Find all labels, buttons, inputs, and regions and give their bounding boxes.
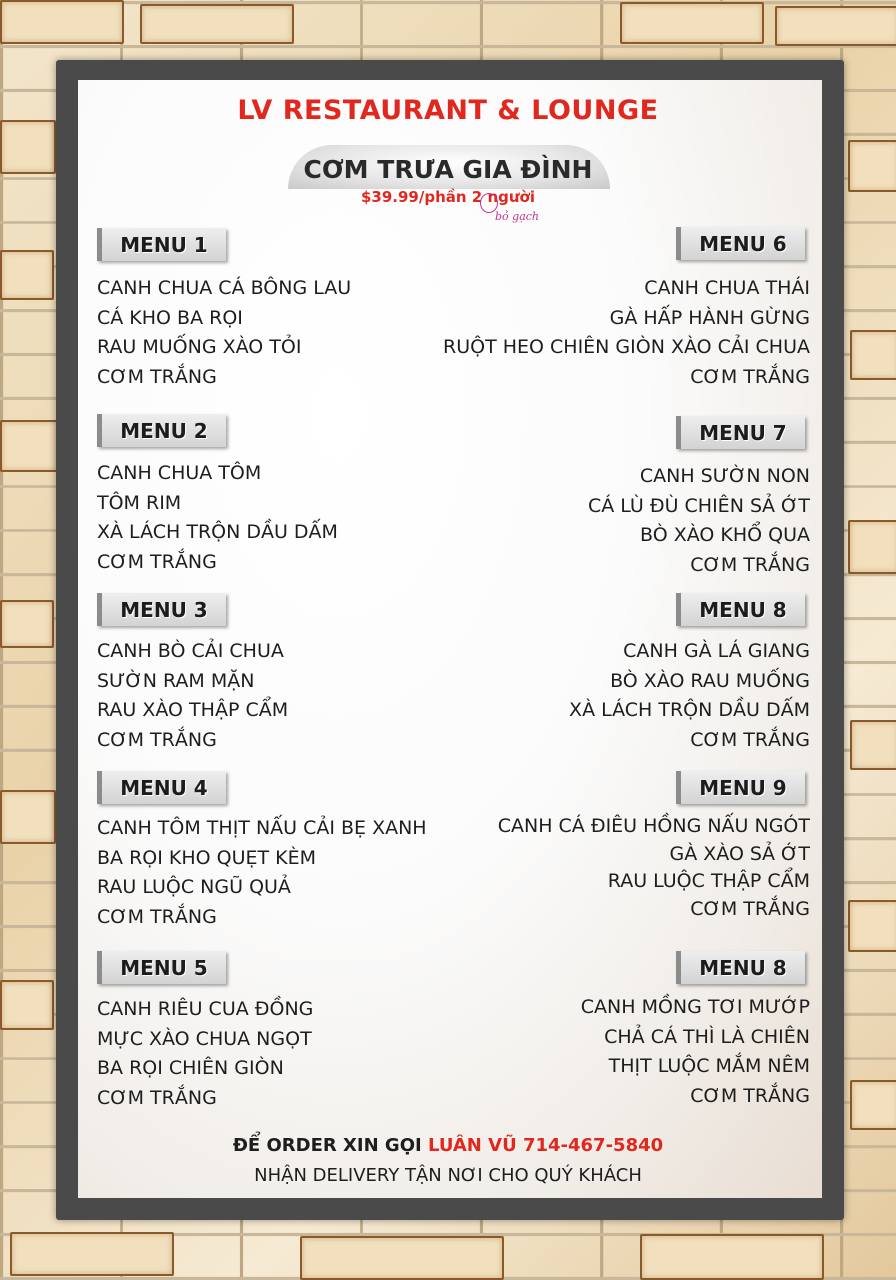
menu-item: CƠM TRẮNG [690,728,810,751]
menu-item: RAU LUỘC NGŨ QUẢ [97,876,291,898]
menu-items [97,637,288,755]
menu-item: CANH RIÊU CUA ĐỒNG [97,998,314,1020]
menu-item: CƠM TRẮNG [690,897,810,920]
menu-item: CƠM TRẮNG [97,728,217,751]
handwritten-note: bỏ gạch [495,210,540,223]
brick [850,330,896,380]
menu-item: BA RỌI CHIÊN GIÒN [97,1057,284,1079]
brick [0,790,56,844]
brick [0,980,54,1030]
menu-item: CƠM TRẮNG [690,365,810,388]
brick [848,520,896,574]
menu-item: CANH CHUA CÁ BÔNG LAU [97,277,352,299]
restaurant-name: LV RESTAURANT & LOUNGE [237,95,659,126]
menu-item: CƠM TRẮNG [97,365,217,388]
menu-item: CÁ LÙ ĐÙ CHIÊN SẢ ỚT [587,494,810,517]
menu-item: CANH BÒ CẢI CHUA [97,640,284,662]
menu-item: TÔM RIM [97,491,182,514]
price-line: $39.99/phần 2 người [360,188,535,206]
menu-item: CANH CÁ ĐIÊU HỒNG NẤU NGÓT [497,815,810,837]
delivery-note: NHẬN DELIVERY TẬN NƠI CHO QUÝ KHÁCH [254,1165,642,1186]
menu-item: SƯỜN RAM MẶN [97,669,255,692]
menu-item: CÁ KHO BA RỌI [97,306,243,329]
menu-label: MENU 1 [97,228,226,261]
menu-item: CANH SƯỜN NON [639,465,810,487]
menu-item: CƠM TRẮNG [690,1084,810,1107]
brick [775,6,896,46]
menu-item: RAU LUỘC THẬP CẨM [607,870,810,892]
brick [850,1080,896,1130]
menu-label: MENU 9 [676,771,805,804]
menu-item: CANH CHUA TÔM [97,462,262,484]
menu-items [581,993,810,1111]
order-prefix: ĐỂ ORDER XIN GỌI [232,1135,422,1156]
brick [0,600,54,648]
menu-items [498,813,810,923]
menu-item: THỊT LUỘC MẮM NÊM [608,1055,810,1077]
menu-label: MENU 8 [676,593,805,626]
brick [848,900,896,952]
menu-label: MENU 3 [97,593,226,626]
menu-items [97,995,313,1113]
menu-item: GÀ XÀO SẢ ỚT [669,842,810,865]
menu-label: MENU 4 [97,771,226,804]
menu-items [97,814,427,932]
menu-item: CHẢ CÁ THÌ LÀ CHIÊN [604,1025,810,1048]
brick [850,720,896,770]
menu-item: MỰC XÀO CHUA NGỌT [97,1027,312,1050]
menu-item: RAU MUỐNG XÀO TỎI [97,336,302,358]
menu-label: MENU 2 [97,414,226,447]
order-line [0,1135,896,1156]
menu-item: GÀ HẤP HÀNH GỪNG [609,306,810,329]
menu-items [569,637,810,755]
menu-item: RUỘT HEO CHIÊN GIÒN XÀO CẢI CHUA [443,336,810,358]
brick [0,0,124,44]
brick [140,4,294,44]
menu-heading: CƠM TRƯA GIA ĐÌNH [303,155,593,184]
menu-item: RAU XÀO THẬP CẨM [97,699,289,721]
brick [620,2,764,44]
menu-item: BÒ XÀO KHỔ QUA [640,524,810,546]
menu-item: CANH CHUA THÁI [644,277,810,299]
menu-item: CƠM TRẮNG [97,1086,217,1109]
brick [0,420,58,472]
menu-items [97,274,351,392]
menu-item: CƠM TRẮNG [690,553,810,576]
menu-items [588,462,810,580]
brick [640,1234,824,1280]
menu-item: CƠM TRẮNG [97,550,217,573]
menu-item: CANH MỒNG TƠI MƯỚP [580,996,810,1018]
brick [10,1232,174,1276]
menu-item: XÀ LÁCH TRỘN DẦU DẤM [569,699,810,721]
menu-label: MENU 5 [97,951,226,984]
menu-item: BÒ XÀO RAU MUỐNG [610,669,810,692]
menu-item: CANH TÔM THỊT NẤU CẢI BẸ XANH [97,817,427,839]
brick [0,250,54,300]
menu-label: MENU 7 [676,416,805,449]
menu-item: XÀ LÁCH TRỘN DẦU DẤM [97,521,338,543]
menu-label: MENU 6 [676,227,805,260]
menu-item: CƠM TRẮNG [97,905,217,928]
menu-item: BA RỌI KHO QUẸT KÈM [97,846,316,869]
menu-items [443,274,810,392]
menu-label: MENU 8 [676,951,805,984]
brick [300,1236,504,1280]
menu-item: CANH GÀ LÁ GIANG [623,640,810,662]
order-contact: LUÂN VŨ 714-467-5840 [427,1135,664,1156]
menu-items [97,459,338,577]
